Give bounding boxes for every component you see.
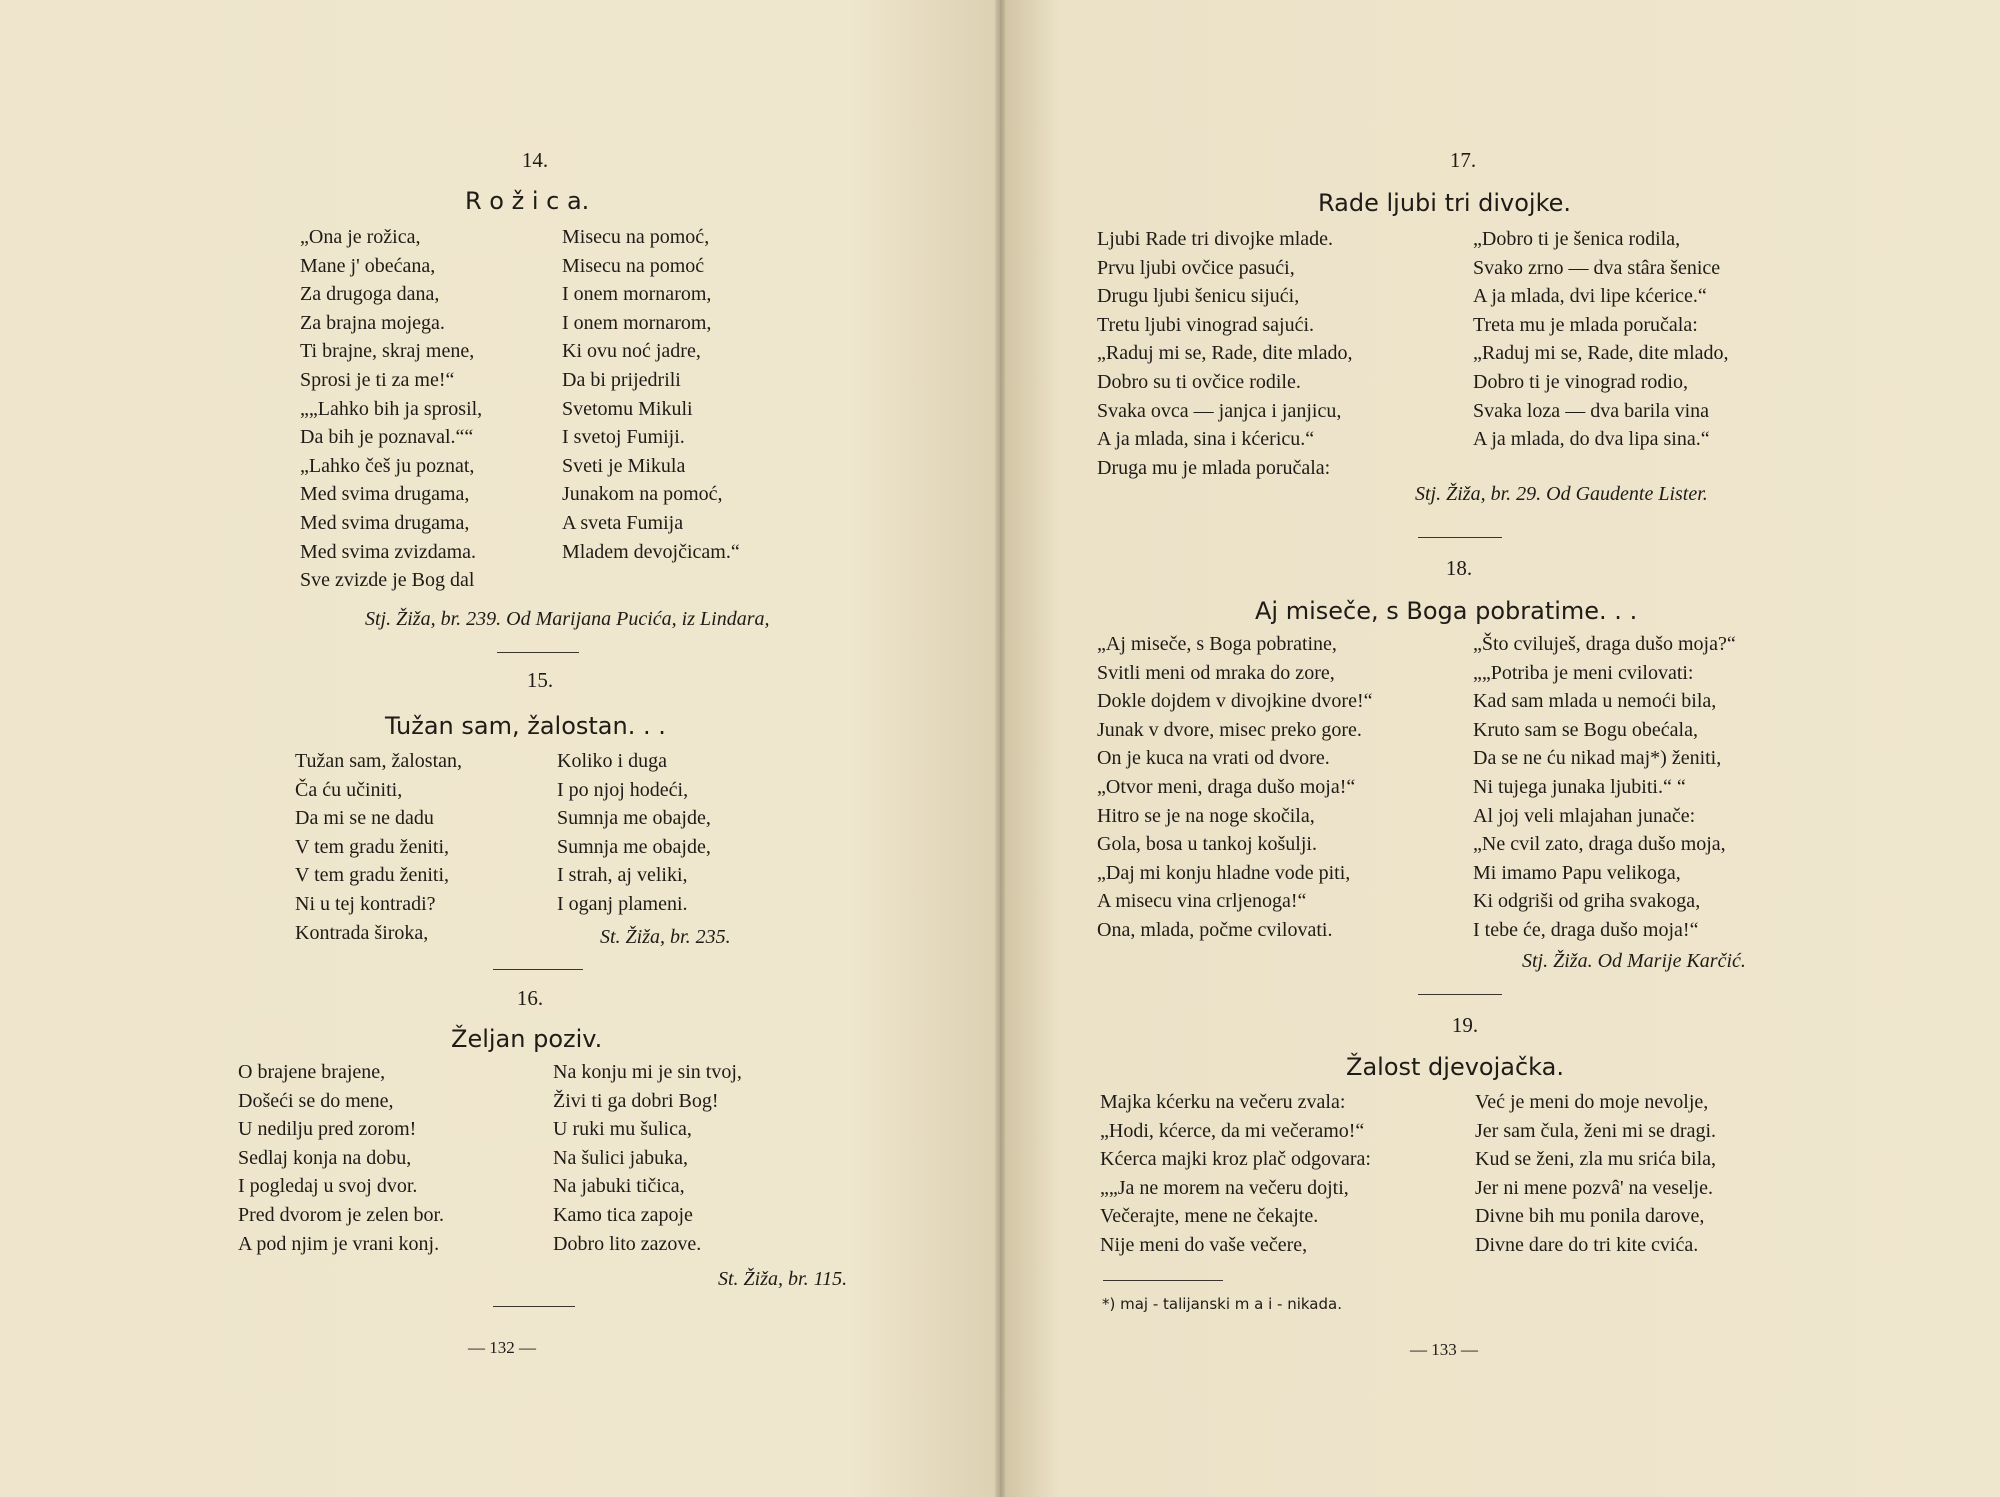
verse-line: Sedlaj konja na dobu,: [238, 1146, 412, 1169]
verse-line: Svaka ovca — janjca i janjicu,: [1097, 399, 1342, 422]
poem-column: [1097, 630, 1373, 945]
poem-source: St. Žiža, br. 115.: [718, 1268, 848, 1290]
verse-line: Sve zvizde je Bog dal: [300, 569, 475, 592]
poem-column: [557, 747, 711, 919]
verse-line: Jer ni mene pozvâ' na veselje.: [1475, 1176, 1713, 1199]
footnote: *) maj - talijanski m a i - nikada.: [1102, 1295, 1342, 1313]
poem-column: [1475, 1088, 1716, 1260]
poem-number: 18.: [1445, 556, 1473, 580]
verse-line: Na konju mi je sin tvoj,: [553, 1061, 742, 1083]
book-gutter: [995, 0, 1005, 1497]
verse-line: Da se ne ću nikad maj*) ženiti,: [1473, 747, 1722, 770]
verse-line: A ja mlada, dvi lipe kćerice.“: [1473, 285, 1707, 308]
poem-number: 14.: [521, 148, 549, 172]
verse-line: Nije meni do vaše večere,: [1100, 1233, 1308, 1256]
verse-line: Kamo tica zapoje: [553, 1203, 693, 1226]
poem-title: Tužan sam, žalostan. . .: [385, 712, 666, 740]
poem-column: [1100, 1088, 1371, 1260]
verse-line: Kćerca majki kroz plač odgovara:: [1100, 1148, 1371, 1171]
verse-line: Ki odgriši od griha svakoga,: [1473, 890, 1701, 913]
poem-column: [553, 1058, 742, 1258]
verse-line: Za brajna mojega.: [300, 311, 445, 334]
verse-line: Ljubi Rade tri divojke mlade.: [1097, 228, 1334, 250]
verse-line: A misecu vina crljenoga!“: [1097, 890, 1307, 913]
verse-line: Večerajte, mene ne čekajte.: [1100, 1205, 1319, 1228]
verse-line: Med svima drugama,: [300, 511, 470, 534]
verse-line: „Otvor meni, draga dušo moja!“: [1097, 775, 1356, 798]
verse-line: Svaka loza — dva barila vina: [1473, 399, 1710, 422]
verse-line: Sprosi je ti za me!“: [300, 368, 455, 391]
verse-line: Dobro ti je vinograd rodio,: [1473, 370, 1688, 393]
poem-column: [1097, 225, 1353, 482]
verse-line: „Aj miseče, s Boga pobratine,: [1097, 633, 1337, 655]
verse-line: Ona, mlada, počme cvilovati.: [1097, 918, 1333, 941]
divider: [493, 969, 583, 970]
poem-source: St. Žiža, br. 235.: [600, 926, 731, 948]
verse-line: A sveta Fumija: [562, 511, 684, 534]
verse-line: A ja mlada, do dva lipa sina.“: [1473, 428, 1710, 451]
poem-source: Stj. Žiža, br. 29. Od Gaudente Lister.: [1415, 483, 1708, 505]
verse-line: Svetomu Mikuli: [562, 397, 693, 420]
poem-number: 17.: [1449, 148, 1477, 172]
poem-title: Aj miseče, s Boga pobratime. . .: [1255, 597, 1638, 625]
verse-line: Kontrada široka,: [295, 921, 429, 944]
verse-line: Dobro su ti ovčice rodile.: [1097, 370, 1301, 393]
poem-column: [300, 223, 482, 595]
verse-line: Tužan sam, žalostan,: [295, 750, 463, 772]
right-page: [1000, 0, 2000, 1497]
verse-line: Tretu ljubi vinograd sajući.: [1097, 313, 1315, 336]
verse-line: I strah, aj veliki,: [557, 864, 688, 887]
poem-number: 15.: [526, 668, 554, 692]
poem-column: [562, 223, 740, 566]
verse-line: I pogledaj u svoj dvor.: [238, 1175, 418, 1198]
verse-line: Dobro lito zazove.: [553, 1232, 702, 1255]
verse-line: Misecu na pomoć,: [562, 226, 710, 248]
verse-line: „„Potriba je meni cvilovati:: [1473, 661, 1694, 684]
poem-title: Rade ljubi tri divojke.: [1318, 189, 1572, 217]
verse-line: Sumnja me obajde,: [557, 807, 711, 830]
verse-line: U nedilju pred zorom!: [238, 1118, 417, 1141]
verse-line: Svitli meni od mraka do zore,: [1097, 661, 1335, 684]
verse-line: „Raduj mi se, Rade, dite mlado,: [1473, 342, 1729, 365]
verse-line: Kad sam mlada u nemoći bila,: [1473, 690, 1717, 713]
verse-line: Da bi prijedrili: [562, 368, 681, 391]
verse-line: A ja mlada, sina i kćericu.“: [1097, 428, 1315, 451]
poem-title: Žalost djevojačka.: [1346, 1053, 1564, 1081]
poem-number: 19.: [1451, 1013, 1479, 1037]
poem-column: [238, 1058, 444, 1258]
verse-line: I onem mornarom,: [562, 283, 712, 306]
verse-line: Ni tujega junaka ljubiti.“ “: [1473, 775, 1686, 798]
poem-column: [295, 747, 462, 947]
verse-line: Divne bih mu ponila darove,: [1475, 1205, 1705, 1228]
verse-line: Ni u tej kontradi?: [295, 892, 436, 915]
verse-line: On je kuca na vrati od dvore.: [1097, 747, 1330, 770]
verse-line: Med svima zvizdama.: [300, 540, 477, 563]
verse-line: „Što cviluješ, draga dušo moja?“: [1473, 633, 1736, 655]
divider: [497, 652, 579, 653]
verse-line: Med svima drugama,: [300, 483, 470, 506]
poem-title: R o ž i c a.: [465, 187, 590, 215]
verse-line: I svetoj Fumiji.: [562, 426, 685, 449]
verse-line: Junakom na pomoć,: [562, 483, 723, 506]
verse-line: Na šulici jabuka,: [553, 1146, 688, 1169]
verse-line: Al joj veli mlajahan junače:: [1473, 804, 1696, 827]
verse-line: Mane j' obećana,: [300, 254, 436, 277]
divider: [1418, 994, 1502, 995]
verse-line: „Daj mi konju hladne vode piti,: [1097, 861, 1351, 884]
verse-line: Koliko i duga: [557, 750, 667, 772]
verse-line: Treta mu je mlada poručala:: [1473, 313, 1698, 336]
verse-line: I oganj plameni.: [557, 892, 688, 915]
verse-line: U ruki mu šulica,: [553, 1118, 692, 1141]
poem-column: [1473, 225, 1729, 454]
verse-line: Na jabuki tičica,: [553, 1175, 685, 1198]
verse-line: „Hodi, kćerce, da mi večeramo!“: [1100, 1119, 1365, 1142]
verse-line: Svako zrno — dva stâra šenice: [1473, 256, 1721, 279]
verse-line: Da mi se ne dadu: [295, 807, 434, 830]
verse-line: Mladem devojčicam.“: [562, 540, 740, 563]
verse-line: Druga mu je mlada poručala:: [1097, 456, 1331, 479]
verse-line: V tem gradu ženiti,: [295, 864, 450, 887]
verse-line: Živi ti ga dobri Bog!: [553, 1089, 719, 1112]
verse-line: Drugu ljubi šenicu sijući,: [1097, 285, 1300, 308]
divider: [1418, 537, 1502, 538]
verse-line: Kruto sam se Bogu obećala,: [1473, 718, 1698, 741]
verse-line: V tem gradu ženiti,: [295, 835, 450, 858]
verse-line: Već je meni do moje nevolje,: [1475, 1091, 1709, 1113]
verse-line: I po njoj hodeći,: [557, 778, 689, 801]
verse-line: Gola, bosa u tankoj košulji.: [1097, 833, 1317, 856]
page-number: — 132 —: [468, 1338, 536, 1357]
verse-line: Da bih je poznaval.““: [300, 426, 474, 449]
verse-line: Kud se ženi, zla mu srića bila,: [1475, 1148, 1717, 1171]
verse-line: Junak v dvore, misec preko gore.: [1097, 718, 1362, 741]
verse-line: Sumnja me obajde,: [557, 835, 711, 858]
verse-line: I tebe će, draga dušo moja!“: [1473, 918, 1699, 941]
page-number: — 133 —: [1410, 1340, 1478, 1359]
verse-line: „Dobro ti je šenica rodila,: [1473, 228, 1681, 250]
verse-line: „Ne cvil zato, draga dušo moja,: [1473, 833, 1726, 856]
verse-line: Hitro se je na noge skočila,: [1097, 804, 1315, 827]
poem-number: 16.: [516, 986, 544, 1010]
verse-line: O brajene brajene,: [238, 1061, 386, 1083]
verse-line: „Lahko češ ju poznat,: [300, 454, 475, 477]
poem-source: Stj. Žiža. Od Marije Karčić.: [1522, 950, 1746, 972]
verse-line: Divne dare do tri kite cvića.: [1475, 1233, 1699, 1256]
verse-line: Sveti je Mikula: [562, 454, 686, 477]
verse-line: Prvu ljubi ovčice pasući,: [1097, 256, 1295, 279]
verse-line: „Raduj mi se, Rade, dite mlado,: [1097, 342, 1353, 365]
poem-column: [1473, 630, 1736, 945]
verse-line: „Ona je rožica,: [300, 226, 421, 248]
verse-line: Misecu na pomoć: [562, 254, 705, 277]
verse-line: Majka kćerku na večeru zvala:: [1100, 1091, 1346, 1113]
verse-line: A pod njim je vrani konj.: [238, 1232, 440, 1255]
verse-line: „„Lahko bih ja sprosil,: [300, 397, 483, 420]
verse-line: „„Ja ne morem na večeru dojti,: [1100, 1176, 1349, 1199]
verse-line: Dokle dojdem v divojkine dvore!“: [1097, 690, 1373, 713]
verse-line: Došeći se do mene,: [238, 1089, 394, 1112]
verse-line: I onem mornarom,: [562, 311, 712, 334]
verse-line: Mi imamo Papu velikoga,: [1473, 861, 1681, 884]
poem-source: Stj. Žiža, br. 239. Od Marijana Pucića, iz Lindara,: [365, 608, 770, 630]
verse-line: Za drugoga dana,: [300, 283, 440, 306]
verse-line: Jer sam čula, ženi mi se dragi.: [1475, 1119, 1717, 1142]
divider: [493, 1306, 575, 1307]
verse-line: Ti brajne, skraj mene,: [300, 340, 475, 363]
verse-line: Ča ću učiniti,: [295, 778, 403, 801]
poem-title: Željan poziv.: [451, 1025, 603, 1053]
footnote-rule: [1103, 1280, 1223, 1281]
verse-line: Pred dvorom je zelen bor.: [238, 1203, 445, 1226]
verse-line: Ki ovu noć jadre,: [562, 340, 701, 363]
